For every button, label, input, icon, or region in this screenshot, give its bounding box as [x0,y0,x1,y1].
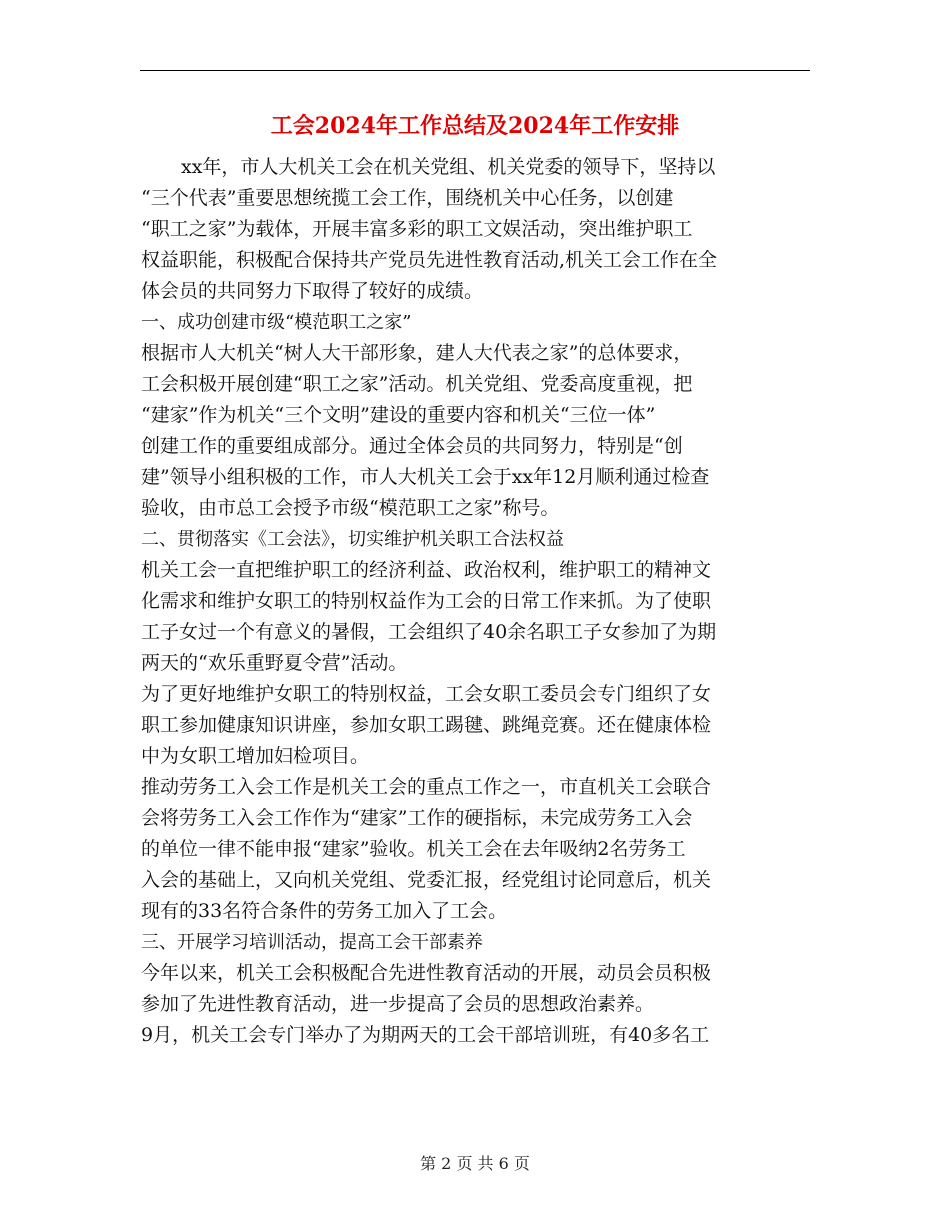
paragraph-line: 9月，机关工会专门举办了为期两天的工会干部培训班，有40多名工 [141,1024,710,1046]
paragraph-line: 职工参加健康知识讲座，参加女职工踢毽、跳绳竞赛。还在健康体检 [141,714,712,736]
paragraph-line: 现有的33名符合条件的劳务工加入了工会。 [141,900,508,922]
paragraph-line: xx年，市人大机关工会在机关党组、机关党委的领导下，坚持以 [181,156,716,178]
paragraph-line: “三个代表”重要思想统揽工会工作，围绕机关中心任务，以创建 [141,187,674,209]
paragraph-line: 参加了先进性教育活动，进一步提高了会员的思想政治素养。 [141,993,655,1015]
paragraph-line: 的单位一律不能申报“建家”验收。机关工会在去年吸纳2名劳务工 [141,838,686,860]
paragraph-line: 化需求和维护女职工的特别权益作为工会的日常工作来抓。为了使职 [141,590,712,612]
paragraph-line: 工子女过一个有意义的暑假，工会组织了40余名职工子女参加了为期 [141,621,717,643]
paragraph-line: 权益职能，积极配合保持共产党员先进性教育活动,机关工会工作在全 [141,249,718,271]
paragraph-line: 中为女职工增加妇检项目。 [141,745,370,767]
paragraph-line: 推动劳务工入会工作是机关工会的重点工作之一，市直机关工会联合 [141,776,712,798]
paragraph-line: 体会员的共同努力下取得了较好的成绩。 [141,280,484,302]
paragraph-line: 工会积极开展创建“职工之家”活动。机关党组、党委高度重视，把 [141,373,693,395]
paragraph-line: “建家”作为机关“三个文明”建设的重要内容和机关“三位一体” [141,404,656,426]
paragraph-line: “职工之家”为载体，开展丰富多彩的职工文娱活动，突出维护职工 [141,218,693,240]
paragraph-line: 机关工会一直把维护职工的经济利益、政治权利，维护职工的精神文 [141,559,712,581]
paragraph-line: 会将劳务工入会工作作为“建家”工作的硬指标，未完成劳务工入会 [141,807,693,829]
header-rule [140,70,810,71]
paragraph-line: 根据市人大机关“树人大干部形象，建人大代表之家”的总体要求， [141,342,693,364]
paragraph-line: 建”领导小组积极的工作，市人大机关工会于xx年12月顺利通过检查 [141,466,710,488]
section-heading-1: 一、成功创建市级“模范职工之家” [141,312,412,333]
paragraph-line: 验收，由市总工会授予市级“模范职工之家”称号。 [141,497,560,519]
paragraph-line: 创建工作的重要组成部分。通过全体会员的共同努力，特别是“创 [141,435,683,457]
page-number-footer: 第 2 页 共 6 页 [420,1154,530,1173]
paragraph-line: 入会的基础上，又向机关党组、党委汇报，经党组讨论同意后，机关 [141,869,712,891]
section-heading-2: 二、贯彻落实《工会法》，切实维护机关职工合法权益 [141,529,564,550]
paragraph-line: 今年以来，机关工会积极配合先进性教育活动的开展，动员会员积极 [141,962,712,984]
document-title: 工会2024年工作总结及2024年工作安排 [270,113,680,139]
paragraph-line: 为了更好地维护女职工的特别权益，工会女职工委员会专门组织了女 [141,683,712,705]
paragraph-line: 两天的“欢乐重野夏令营”活动。 [141,652,408,674]
document-body [141,152,816,1051]
section-heading-3: 三、开展学习培训活动，提高工会干部素养 [141,932,483,953]
